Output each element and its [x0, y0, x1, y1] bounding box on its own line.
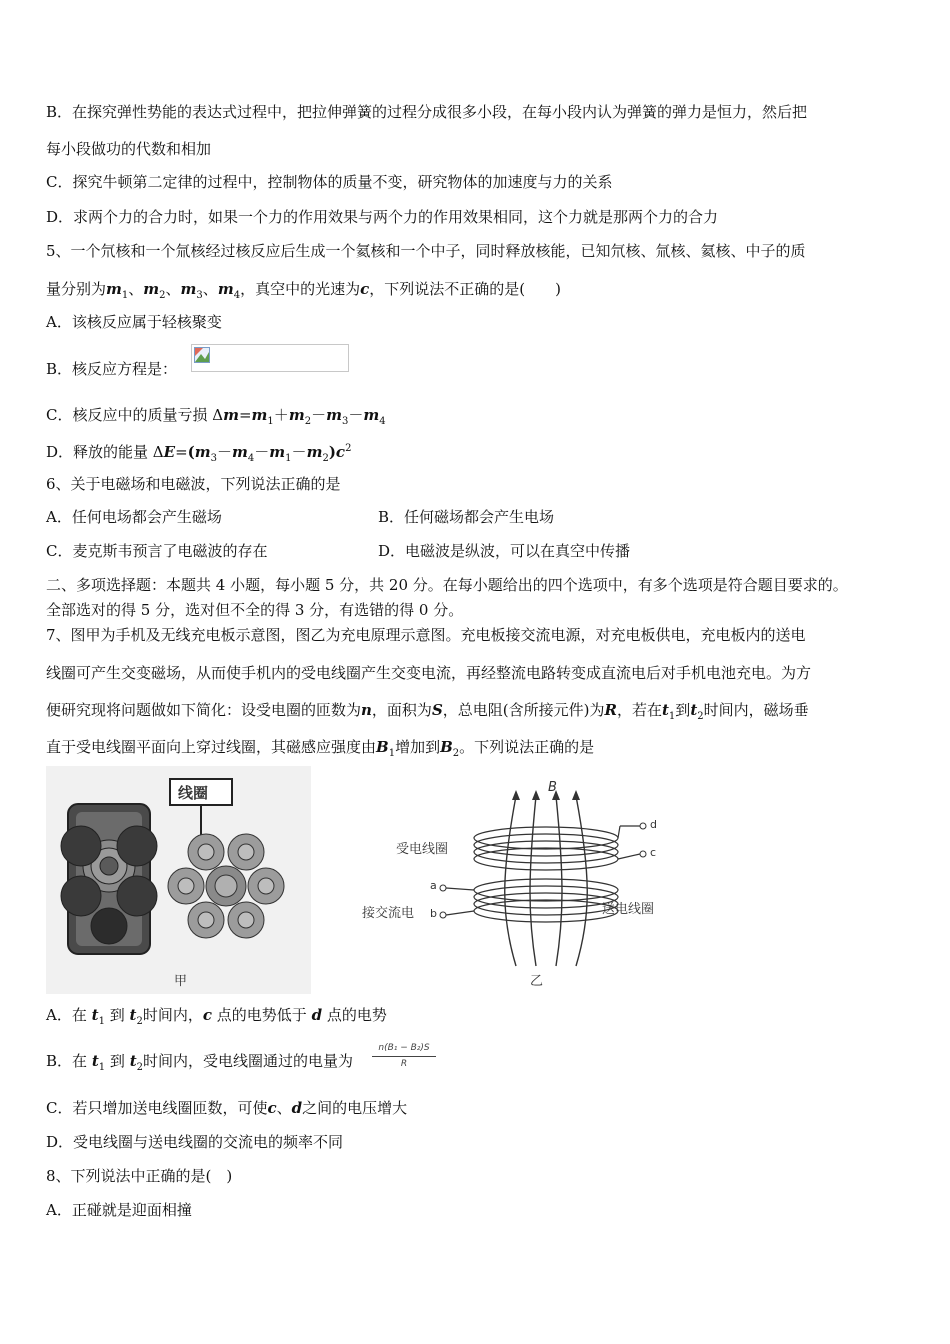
caption-left: 甲 [174, 974, 188, 989]
terminal-a [440, 885, 446, 891]
q7-option-c: C．若只增加送电线圈匝数，可使c、d之间的电压增大 [46, 1099, 408, 1117]
q7-option-b: B．在 $t_1$ 到 $t_2$时间内，受电线圈通过的电量为 [46, 1052, 354, 1073]
q5-option-d: D．释放的能量 $\Delta E=(m_3-m_4-m_1-m_2)c^2$ [46, 443, 352, 464]
label-receive-coil: 受电线圈 [396, 842, 449, 857]
field-lines [505, 796, 588, 966]
q7-stem-line3: 便研究现将问题做如下简化：设受电圈的匝数为n，面积为S，总电阻(含所接元件)为R，若在$t_1$到$t_2$时间内，磁场垂 [46, 701, 809, 722]
q4-option-d: D．求两个力的合力时，如果一个力的作用效果与两个力的作用效果相同，这个力就是那两个力的合力 [46, 208, 719, 226]
label-c: c [650, 846, 657, 859]
q5-option-b: B．核反应方程是： [46, 360, 178, 378]
field-arrows [512, 790, 580, 800]
coil-tag-label: 线圈 [178, 784, 209, 802]
q4-option-b-line2: 每小段做功的代数和相加 [46, 140, 212, 158]
q6-stem: 6、关于电磁场和电磁波，下列说法正确的是 [46, 475, 341, 493]
label-a: a [430, 879, 437, 892]
q5-option-a: A．该核反应属于轻核聚变 [46, 313, 222, 331]
caption-right: 乙 [530, 974, 544, 989]
q5-stem-line1: 5、一个氘核和一个氚核经过核反应后生成一个氦核和一个中子，同时释放核能，已知氘核、氚核、氦核、中子的质 [46, 242, 806, 260]
label-send-coil: 送电线圈 [602, 902, 655, 917]
send-coil [446, 879, 618, 922]
q7-stem-line2: 线圈可产生交变磁场，从而使手机内的受电线圈产生交变电流，再经整流电路转变成直流电后对手机电池充电。为方 [46, 664, 812, 682]
q6-option-a: A．任何电场都会产生磁场 [46, 508, 222, 526]
charge-fraction [372, 1042, 436, 1070]
figure-drawing [46, 766, 666, 994]
section2-instruction-line1: 二、多项选择题：本题共 4 小题，每小题 5 分，共 20 分。在每小题给出的四个选项中，有多个选项是符合题目要求的。 [46, 576, 848, 594]
q6-option-b: B．任何磁场都会产生电场 [378, 508, 555, 526]
terminal-c [640, 851, 646, 857]
broken-image-icon [194, 347, 210, 363]
q7-stem-line4: 直于受电线圈平面向上穿过线圈，其磁感应强度由$B_1$增加到$B_2$。下列说法正确的是 [46, 738, 595, 759]
fraction-numerator: n(B₁ − B₂)S [372, 1042, 436, 1057]
reaction-equation-image [191, 344, 349, 372]
q4-option-b-line1: B．在探究弹性势能的表达式过程中，把拉伸弹簧的过程分成很多小段，在每小段内认为弹簧的弹力是恒力，然后把 [46, 103, 808, 121]
label-ac-source: 接交流电 [362, 906, 415, 921]
q7-stem-line1: 7、图甲为手机及无线充电板示意图，图乙为充电原理示意图。充电板接交流电源，对充电板供电，充电板内的送电 [46, 626, 806, 644]
q7-option-d: D．受电线圈与送电线圈的交流电的频率不同 [46, 1133, 344, 1151]
label-b-field: B [548, 780, 557, 795]
q7-option-a: A．在 $t_1$ 到 $t_2$时间内，c 点的电势低于 d 点的电势 [46, 1006, 387, 1027]
terminal-d [640, 823, 646, 829]
q6-option-d: D．电磁波是纵波，可以在真空中传播 [378, 542, 631, 560]
q8-option-a: A．正碰就是迎面相撞 [46, 1201, 192, 1219]
fraction-denominator: R [400, 1059, 408, 1069]
q6-option-c: C．麦克斯韦预言了电磁波的存在 [46, 542, 268, 560]
q4-option-c: C．探究牛顿第二定律的过程中，控制物体的质量不变，研究物体的加速度与力的关系 [46, 173, 613, 191]
label-d: d [650, 818, 657, 831]
q7-figure [46, 766, 666, 994]
q8-stem: 8、下列说法中正确的是( ) [46, 1167, 233, 1185]
q5-option-c: C．核反应中的质量亏损 $\Delta m=m_1+m_2-m_3-m_4$ [46, 406, 386, 427]
receive-coil [474, 826, 640, 870]
label-b: b [430, 907, 437, 920]
terminal-b [440, 912, 446, 918]
q5-stem-line2: 量分别为$m_1$、$m_2$、$m_3$、$m_4$，真空中的光速为c，下列说法不正确的是( ) [46, 280, 561, 301]
section2-instruction-line2: 全部选对的得 5 分，选对但不全的得 3 分，有选错的得 0 分。 [46, 601, 464, 619]
